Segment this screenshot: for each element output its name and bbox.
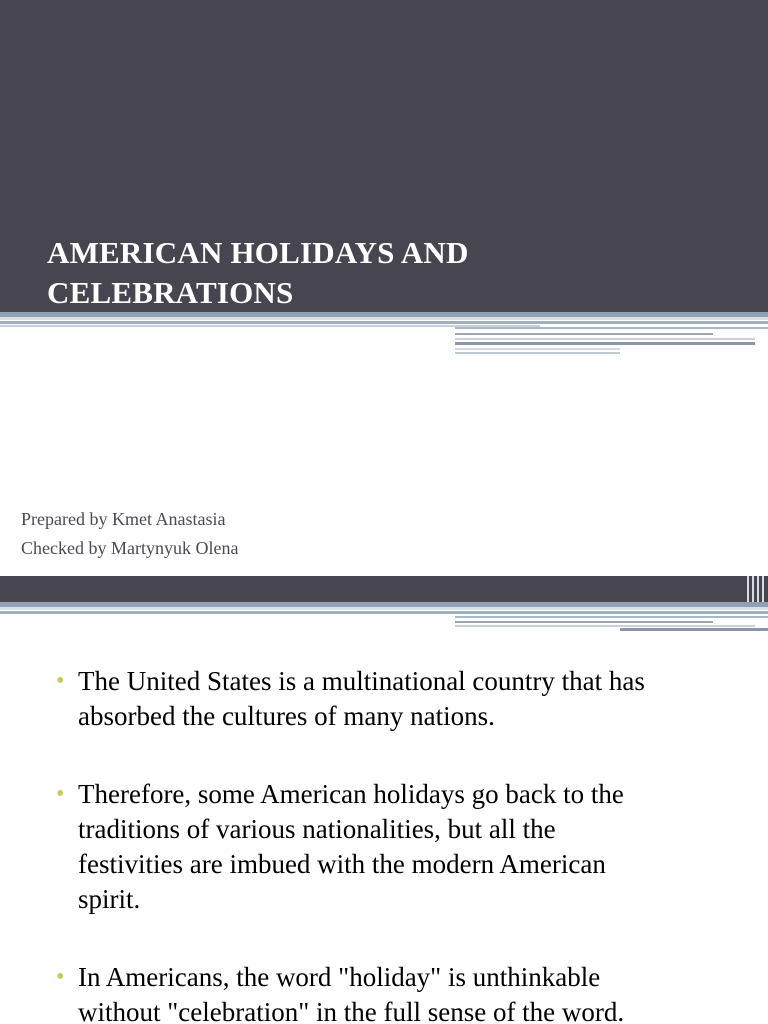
decorative-stripe bbox=[620, 628, 768, 631]
bullet-icon: • bbox=[56, 668, 65, 694]
bullet-icon: • bbox=[56, 781, 65, 807]
decorative-stripe bbox=[455, 338, 755, 340]
decorative-stripe bbox=[455, 333, 713, 335]
decorative-stripe bbox=[455, 342, 755, 345]
decorative-stripe bbox=[0, 611, 768, 614]
bullet-list bbox=[56, 664, 716, 1024]
bullet-line: Therefore, some American holidays go back to the bbox=[78, 779, 624, 809]
bullet-line: without "celebration" in the full sense of the word. bbox=[78, 997, 625, 1024]
decorative-stripe bbox=[0, 607, 768, 610]
slide-title-line-1: AMERICAN HOLIDAYS AND bbox=[47, 235, 469, 270]
bullet-line: In Americans, the word "holiday" is unthinkable bbox=[78, 962, 601, 992]
bullet-line: absorbed the cultures of many nations. bbox=[78, 701, 495, 731]
decorative-vertical-lines bbox=[745, 576, 768, 602]
content-slide bbox=[0, 576, 768, 1024]
bullet-icon: • bbox=[56, 964, 65, 990]
decorative-stripe bbox=[455, 352, 620, 354]
decorative-stripe bbox=[455, 621, 713, 623]
bullet-item bbox=[56, 777, 716, 917]
bullet-line: traditions of various nationalities, but all the bbox=[78, 814, 556, 844]
decorative-stripe bbox=[0, 321, 768, 324]
content-header-band bbox=[0, 576, 768, 602]
slide-title bbox=[47, 233, 667, 313]
bullet-line: festivities are imbued with the modern American bbox=[78, 849, 606, 879]
bullet-line: The United States is a multinational country that has bbox=[78, 666, 645, 696]
slide-credits bbox=[21, 505, 238, 563]
decorative-stripe bbox=[0, 317, 768, 320]
decorative-stripe bbox=[455, 327, 768, 329]
slide-title-line-2: CELEBRATIONS bbox=[47, 275, 294, 310]
prepared-by-text: Prepared by Kmet Anastasia bbox=[21, 509, 226, 529]
decorative-stripe bbox=[455, 348, 620, 350]
decorative-stripe bbox=[455, 616, 768, 618]
bullet-item bbox=[56, 960, 716, 1024]
decorative-stripe bbox=[455, 625, 755, 627]
bullet-item bbox=[56, 664, 716, 734]
checked-by-text: Checked by Martynyuk Olena bbox=[21, 538, 239, 558]
bullet-line: spirit. bbox=[78, 884, 141, 914]
